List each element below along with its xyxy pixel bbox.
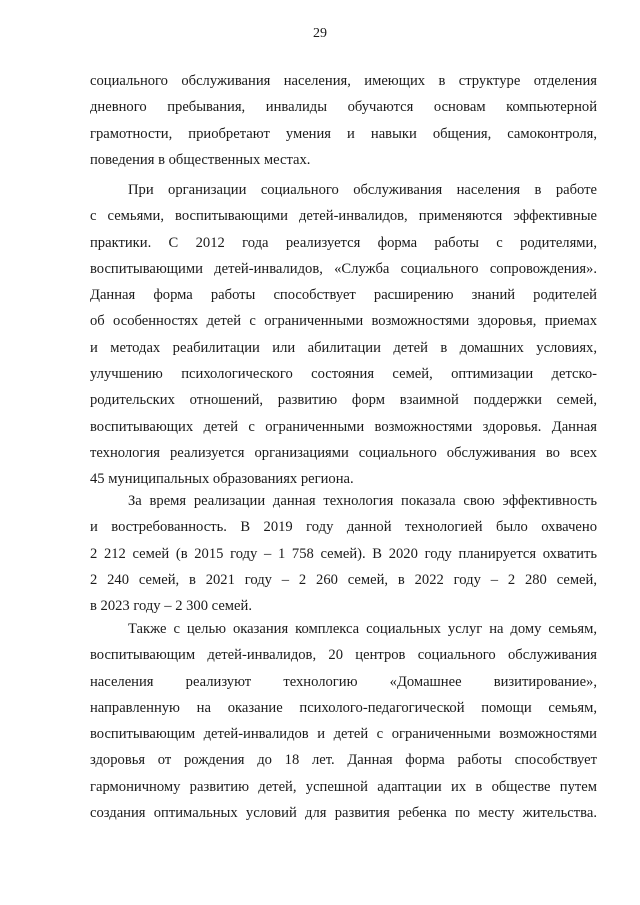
text-line: 45 муниципальных образованиях региона. (90, 471, 354, 488)
paragraph-1 (90, 68, 597, 173)
text-line: и методах реабилитации или абилитации детей в домашних условиях, (90, 339, 597, 356)
text-line: грамотности, приобретают умения и навыки общения, самоконтроля, (90, 125, 597, 142)
paragraph-2 (90, 177, 597, 493)
text-line: воспитывающими детей-инвалидов, «Служба социального сопровождения». (90, 260, 597, 277)
text-line: При организации социального обслуживания населения в работе (128, 182, 597, 198)
text-line: воспитывающим детей-инвалидов и детей с ограниченными возможностями (90, 726, 597, 743)
text-line: Также с целью оказания комплекса социальных услуг на дому семьям, (128, 621, 597, 637)
paragraph-4 (90, 616, 597, 826)
text-line: За время реализации данная технология показала свою эффективность (128, 493, 597, 509)
text-line: 2 240 семей, в 2021 году – 2 260 семей, в 2022 году – 2 280 семей, (90, 571, 597, 588)
text-line: родительских отношений, развитию форм взаимной поддержки семей, (90, 392, 597, 409)
text-line: улучшению психологического состояния семей, оптимизации детско- (90, 366, 597, 383)
text-line: в 2023 году – 2 300 семей. (90, 598, 252, 615)
text-line: здоровья от рождения до 18 лет. Данная форма работы способствует (90, 752, 597, 769)
page-number: 29 (313, 26, 327, 41)
text-line: гармоничному развитию детей, успешной адаптации их в обществе путем (90, 778, 597, 795)
text-line: с семьями, воспитывающими детей-инвалидов, применяются эффективные (90, 208, 597, 225)
text-line: воспитывающих детей с ограниченными возможностями здоровья. Данная (90, 418, 597, 435)
text-line: населения реализуют технологию «Домашнее визитирование», (90, 673, 597, 690)
text-line: поведения в общественных местах. (90, 151, 311, 168)
paragraph-3 (90, 488, 597, 619)
text-line: воспитывающим детей-инвалидов, 20 центров социального обслуживания (90, 647, 597, 664)
text-line: об особенностях детей с ограниченными возможностями здоровья, приемах (90, 313, 597, 330)
text-line: и востребованность. В 2019 году данной технологией было охвачено (90, 519, 597, 536)
text-line: дневного пребывания, инвалиды обучаются основам компьютерной (90, 99, 597, 116)
text-line: технология реализуется организациями социального обслуживания во всех (90, 444, 597, 461)
text-line: создания оптимальных условий для развития ребенка по месту жительства. (90, 805, 597, 822)
text-line: 2 212 семей (в 2015 году – 1 758 семей). В 2020 году планируется охватить (90, 545, 597, 562)
text-line: социального обслуживания населения, имеющих в структуре отделения (90, 73, 597, 89)
text-line: направленную на оказание психолого-педагогической помощи семьям, (90, 699, 597, 716)
text-line: практики. С 2012 года реализуется форма работы с родителями, (90, 234, 597, 251)
text-line: Данная форма работы способствует расширению знаний родителей (90, 287, 597, 304)
